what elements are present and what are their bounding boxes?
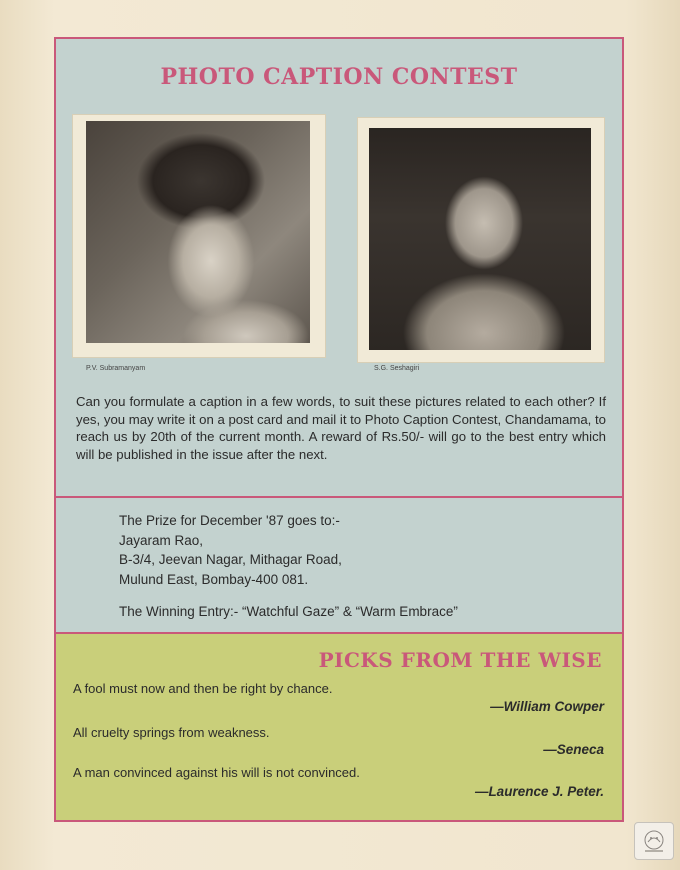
winner-address-line: Mulund East, Bombay-400 081. bbox=[119, 571, 309, 587]
contest-title: PHOTO CAPTION CONTEST bbox=[160, 64, 518, 90]
photo-credit-right: S.G. Seshagiri bbox=[374, 365, 420, 372]
photo-credit-left: P.V. Subramanyam bbox=[86, 365, 146, 372]
archive-watermark-icon bbox=[634, 822, 674, 860]
quote-author: —William Cowper bbox=[490, 699, 604, 714]
quote-author: —Laurence J. Peter. bbox=[474, 784, 604, 799]
quote-text: All cruelty springs from weakness. bbox=[73, 725, 270, 740]
baby-crying-photo bbox=[369, 128, 591, 350]
quote-author: —Seneca bbox=[543, 742, 604, 757]
winner-address-line: B-3/4, Jeevan Nagar, Mithagar Road, bbox=[119, 552, 342, 567]
picks-title: PICKS FROM THE WISE bbox=[318, 648, 602, 672]
prize-announcement bbox=[119, 511, 342, 589]
quote-text: A man convinced against his will is not convinced. bbox=[73, 765, 360, 780]
quote-text: A fool must now and then be right by chance. bbox=[73, 681, 333, 696]
contest-description: Can you formulate a caption in a few words, to suit these pictures related to each other? If yes, you may write it on a post card and mail it to Photo Caption Contest, Chandamama, to reach us by 20th of the current month. A reward of Rs.50/- will go to the best entry which will be published in the issue after the next. bbox=[76, 394, 606, 462]
prize-line: The Prize for December '87 goes to:- bbox=[119, 513, 340, 528]
winner-name: Jayaram Rao, bbox=[119, 532, 204, 548]
baby-laughing-photo bbox=[86, 121, 310, 343]
winning-entry: The Winning Entry:- “Watchful Gaze” & “Warm Embrace” bbox=[119, 604, 458, 619]
